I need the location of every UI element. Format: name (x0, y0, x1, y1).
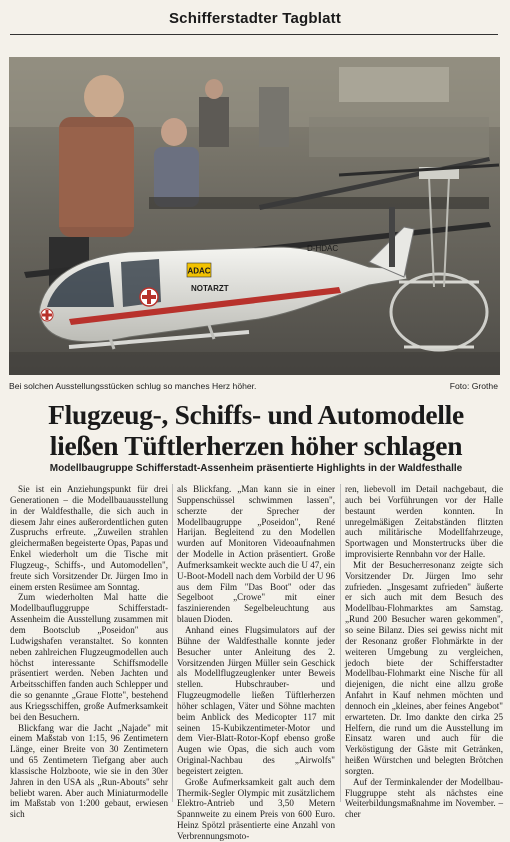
article-photo (9, 57, 500, 375)
helicopter-model-photo-icon (9, 57, 500, 375)
paragraph: Große Aufmerksamkeit galt auch dem Thermik-Segler Olympic mit zusätzlichem Elektro-Antrieb und 3,50 Metern Spannweite zu einem Preis von 600 Euro. Heinz Spötzl präsentierte eine Anzahl von Verbrennungsmoto- (177, 776, 335, 841)
paragraph: Mit der Besucherresonanz zeigte sich Vorsitzender Dr. Jürgen Imo sehr zufrieden. „Insgesamt zufrieden" äußerte er sich auch mit dem Besuch des Modellbau-Flohmarktes am Samstag. „Rund 200 Besucher waren gekommen", so seine Bilanz. Dies sei gewiss nicht mit der Resonanz großer Flohmärkte in der weiteren Umgebung zu vergleichen, jedoch biete der Schifferstadter Modellbau-Flohmarkt eine Nische für all diejenigen, die nicht eine allzu große Anfahrt in Kauf nehmen möchten und dennoch ein „kleines, aber feines Angebot" erwarteten. Dr. Imo dankte den cirka 25 Helfern, die rund um die Ausstellung im Einsatz waren und auch für die Verköstigung der Gäste mit Getränken, heißen Würstchen und belegten Brötchen sorgten. (345, 559, 503, 776)
headline-line-2: ließen Tüftlerherzen höher schlagen (49, 430, 463, 461)
paragraph: Sie ist ein Anziehungspunkt für drei Generationen – die Modellbauausstellung in der Waldfesthalle, die sich auch in diesem Jahr eines außerordentlichen guten Zuspruchs erfreute. „Zuweilen strahlen gleichermaßen begeisterte Opas, Papas und Enkel wiederholt um die Tische mit Flugzeug-, Schiffs-, und Automodellen", freute sich Vorsitzender Dr. Jürgen Imo in einem ersten Resümee am Sonntag. (10, 484, 168, 592)
article-column-1 (10, 484, 168, 820)
newspaper-title: Schifferstadter Tagblatt (168, 10, 342, 27)
adac-label: ADAC (187, 266, 211, 276)
paragraph: ren, liebevoll im Detail nachgebaut, die auch bei Vorführungen vor der Halle bestaunt werden konnten. In unregelmäßigen Zeitabständen flitzten auch militärische Modellfahrzeuge, Sportwagen und Monstertrucks über die improvisierte Rennbahn vor der Halle. (345, 484, 503, 560)
paragraph: Blickfang war die Jacht „Najade" mit einem Maßstab von 1:15, 96 Zentimetern Länge, einer Breite von 30 Zentimetern und 65 Zentimetern Tiefgang aber auch klassische Holzboote, wie sie in den 30er Jahren in den USA als „Run-Abouts" sehr beliebt waren. Aber auch Miniaturmodelle im Maßstab von 1:200 gebaut, erwiesen sich (10, 722, 168, 820)
column-divider (172, 484, 173, 802)
photo-caption: Bei solchen Ausstellungsstücken schlug so manches Herz höher. (9, 381, 257, 391)
photo-credit: Foto: Grothe (449, 381, 498, 391)
subheadline: Modellbaugruppe Schifferstadt-Assenheim präsentierte Highlights in der Waldfesthalle (49, 463, 463, 474)
headline (8, 399, 504, 461)
registration-label: D-HDAC (307, 244, 339, 253)
paragraph: Zum wiederholten Mal hatte die Modellbaufluggruppe Schifferstadt-Assenheim die Ausstellung zusammen mit dem Bootsclub „Poseidon" aus Ludwigshafen veranstaltet. So konnten neben zahlreichen Flugzeugmodellen auch höchst interessante Schiffsmodelle präsentiert werden. Neben Jachten und Arbeitsschiffen fanden auch Schlepper und die so genannte „Graue Flotte", bestehend aus Kriegsschiffen, große Aufmerksamkeit bei den Besuchern. (10, 592, 168, 722)
headline-line-1: Flugzeug-, Schiffs- und Automodelle (48, 399, 464, 430)
article-column-3 (345, 484, 503, 820)
masthead-rule (10, 34, 498, 35)
column-divider (340, 484, 341, 802)
masthead (0, 0, 510, 40)
paragraph: Auf der Terminkalender der Modellbau-Fluggruppe steht als nächstes eine Weiterbildungsmaßnahme im November. –cher (345, 776, 503, 820)
paragraph: Anhand eines Flugsimulators auf der Bühne der Waldfesthalle konnte jeder Besucher unter Anleitung des 2. Vorsitzenden Jürgen Müller sein Geschick als Modellflugzeuglenker unter Beweis stellen. Hubschrauber- und Flugzeugmodelle ließen Tüftlerherzen höher schlagen, Väter und Söhne machten beim Anblick des Medicopter 117 mit seinen 15-Kubikzentimeter-Motor und dem Vier-Blatt-Rotor-Kopf ebenso große Augen wie Opas, die sich auch vom Original-Nachbau des „Airwolfs" begeistert zeigten. (177, 624, 335, 776)
article-column-2 (177, 484, 335, 841)
paragraph: als Blickfang. „Man kann sie in einer Suppenschüssel schwimmen lassen", scherzte der Sprecher der Modellbaugruppe „Poseidon", René Harijan. Begleitend zu den Modellen wurden auf Monitoren Videoaufnahmen der Modelle in Action präsentiert. Große Aufmerksamkeit weckte auch die U 47, ein U-Boot-Modell nach dem Vorbild der U 96 aus dem Film "Das Boot" oder das Segelboot „Crowe" mit einer faszinierenden Segelbeleuchtung aus blauen Dioden. (177, 484, 335, 625)
notarzt-label: NOTARZT (191, 284, 229, 293)
